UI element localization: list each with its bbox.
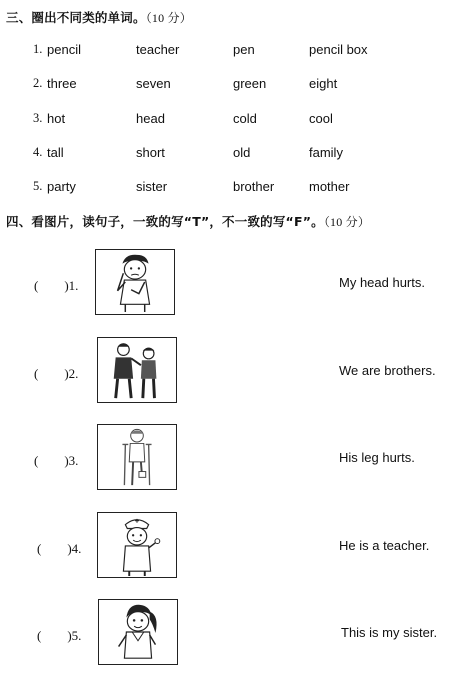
- sentence: My head hurts.: [339, 275, 425, 290]
- section4-title: [6, 212, 370, 230]
- question-3: [0, 422, 469, 500]
- question-2: [0, 335, 469, 413]
- picture-boy-on-crutches: [97, 424, 177, 490]
- word[interactable]: tall: [47, 145, 64, 160]
- word-row-1: [0, 42, 469, 62]
- sentence: This is my sister.: [341, 625, 438, 640]
- word[interactable]: party: [47, 179, 76, 194]
- word-row-4: [0, 145, 469, 165]
- answer-blank[interactable]: ( )3.: [34, 453, 79, 468]
- word-row-2: [0, 76, 469, 96]
- word[interactable]: sister: [136, 179, 168, 194]
- section4-points: （10 分）: [323, 215, 371, 229]
- girl-with-ponytail-icon: [99, 600, 177, 664]
- word[interactable]: short: [136, 145, 165, 160]
- row-number: 1.: [33, 42, 43, 56]
- question-1: [0, 247, 469, 325]
- sentence: We are brothers.: [339, 363, 436, 378]
- question-5: [0, 597, 469, 675]
- word-row-3: [0, 111, 469, 131]
- two-boys-icon: [98, 338, 176, 402]
- picture-boy-holding-head: [95, 249, 175, 315]
- answer-blank[interactable]: ( )2.: [34, 366, 79, 381]
- answer-blank[interactable]: ( )1.: [34, 278, 79, 293]
- nurse-icon: [98, 513, 176, 577]
- section3-title-text: 三、圈出不同类的单词。: [6, 10, 146, 25]
- row-number: 2.: [33, 76, 43, 90]
- boy-on-crutches-icon: [98, 425, 176, 489]
- sentence: His leg hurts.: [339, 450, 415, 465]
- section4-title-text: 四、看图片，读句子，一致的写“T”，不一致的写“F”。: [6, 214, 324, 229]
- word[interactable]: green: [233, 76, 267, 91]
- word[interactable]: pencil: [47, 42, 81, 57]
- picture-two-boys: [97, 337, 177, 403]
- boy-holding-head-icon: [96, 250, 174, 314]
- word[interactable]: teacher: [136, 42, 180, 57]
- row-number: 5.: [33, 179, 43, 193]
- word-row-5: [0, 179, 469, 199]
- question-4: [0, 510, 469, 588]
- section3-title: [6, 8, 192, 26]
- word[interactable]: brother: [233, 179, 275, 194]
- word[interactable]: seven: [136, 76, 171, 91]
- word[interactable]: hot: [47, 111, 66, 126]
- word[interactable]: eight: [309, 76, 338, 91]
- row-number: 4.: [33, 145, 43, 159]
- answer-blank[interactable]: ( )4.: [37, 541, 82, 556]
- answer-blank[interactable]: ( )5.: [37, 628, 82, 643]
- word[interactable]: head: [136, 111, 165, 126]
- picture-nurse: [97, 512, 177, 578]
- word[interactable]: pen: [233, 42, 255, 57]
- word[interactable]: three: [47, 76, 77, 91]
- word[interactable]: cool: [309, 111, 333, 126]
- word[interactable]: mother: [309, 179, 350, 194]
- word[interactable]: old: [233, 145, 251, 160]
- sentence: He is a teacher.: [339, 538, 430, 553]
- word[interactable]: pencil box: [309, 42, 368, 57]
- word[interactable]: family: [309, 145, 343, 160]
- picture-girl-with-ponytail: [98, 599, 178, 665]
- section3-points: （10 分）: [145, 11, 192, 25]
- row-number: 3.: [33, 111, 43, 125]
- word[interactable]: cold: [233, 111, 257, 126]
